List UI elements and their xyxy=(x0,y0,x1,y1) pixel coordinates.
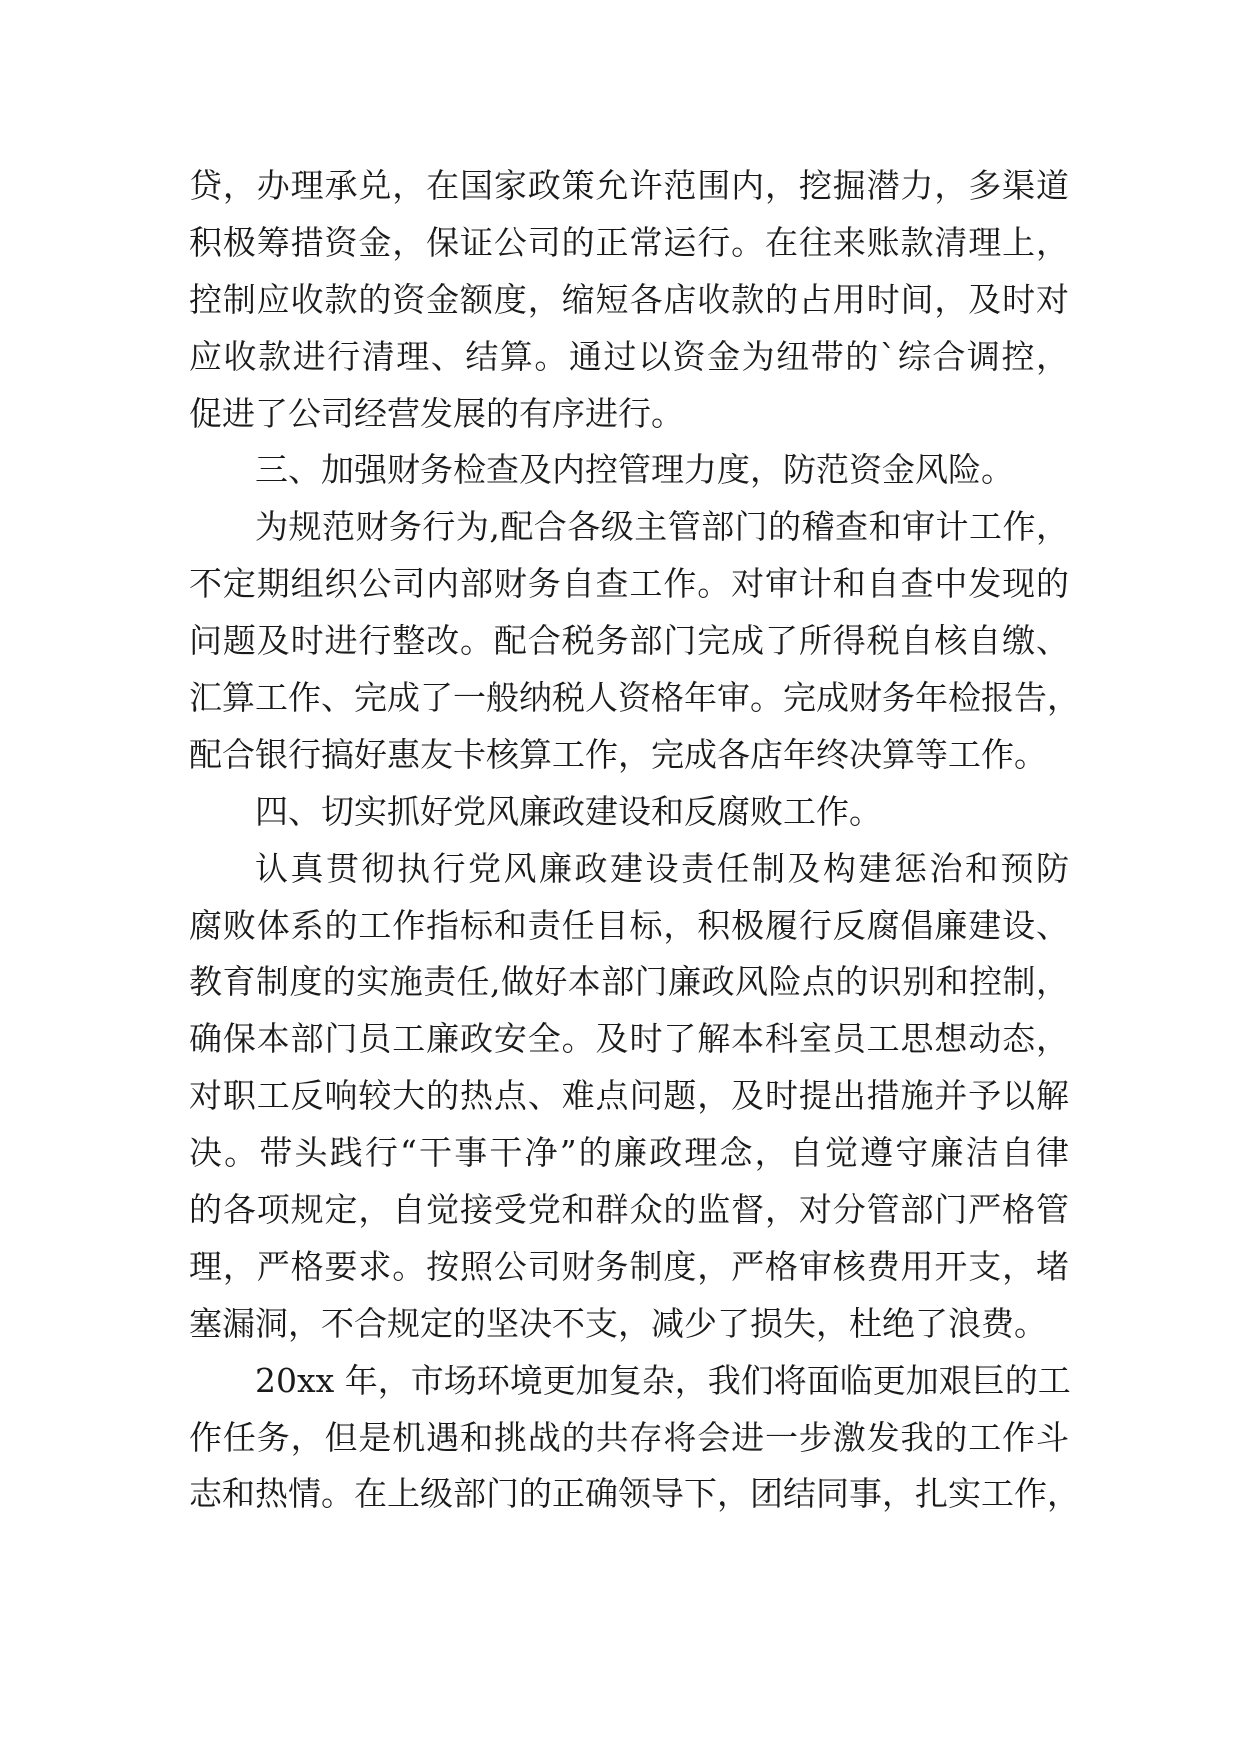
text-line: 三、加强财务检查及内控管理力度，防范资金风险。 xyxy=(255,450,1014,490)
text-line: 决。带头践行“干事干净”的廉政理念，自觉遵守廉洁自律 xyxy=(189,1133,1069,1173)
text-line: 确保本部门员工廉政安全。及时了解本科室员工思想动态， xyxy=(189,1019,1069,1059)
text-line: 配合银行搞好惠友卡核算工作，完成各店年终决算等工作。 xyxy=(189,734,1047,774)
text-line: 理，严格要求。按照公司财务制度，严格审核费用开支，堵 xyxy=(189,1246,1069,1286)
text-line: 贷，办理承兑，在国家政策允许范围内，挖掘潜力，多渠道 xyxy=(189,166,1069,205)
text-line: 控制应收款的资金额度，缩短各店收款的占用时间，及时对 xyxy=(189,279,1069,319)
text-line: 积极筹措资金，保证公司的正常运行。在往来账款清理上， xyxy=(189,222,1069,262)
text-line: 为规范财务行为,配合各级主管部门的稽查和审计工作， xyxy=(255,507,1069,547)
text-line: 汇算工作、完成了一般纳税人资格年审。完成财务年检报告， xyxy=(189,678,1080,718)
text-line: 四、切实抓好党风廉政建设和反腐败工作。 xyxy=(255,791,882,831)
text-line: 的各项规定，自觉接受党和群众的监督，对分管部门严格管 xyxy=(189,1190,1069,1230)
text-line: 促进了公司经营发展的有序进行。 xyxy=(189,393,684,433)
text-line: 应收款进行清理、结算。通过以资金为纽带的`综合调控， xyxy=(189,336,1069,376)
text-line: 不定期组织公司内部财务自查工作。对审计和自查中发现的 xyxy=(189,564,1069,604)
text-line: 教育制度的实施责任,做好本部门廉政风险点的识别和控制， xyxy=(189,962,1069,1002)
text-line: 作任务，但是机遇和挑战的共存将会进一步激发我的工作斗 xyxy=(189,1417,1069,1457)
text-line: 问题及时进行整改。配合税务部门完成了所得税自核自缴、 xyxy=(189,621,1069,661)
text-line: 腐败体系的工作指标和责任目标，积极履行反腐倡廉建设、 xyxy=(189,905,1069,945)
text-line: 20xx 年，市场环境更加复杂，我们将面临更加艰巨的工 xyxy=(255,1360,1071,1400)
text-line: 对职工反响较大的热点、难点问题，及时提出措施并予以解 xyxy=(189,1076,1069,1116)
text-line: 认真贯彻执行党风廉政建设责任制及构建惩治和预防 xyxy=(255,848,1069,888)
body-text xyxy=(189,158,1080,1523)
text-line: 塞漏洞，不合规定的坚决不支，减少了损失，杜绝了浪费。 xyxy=(189,1303,1047,1343)
text-line: 志和热情。在上级部门的正确领导下，团结同事，扎实工作， xyxy=(189,1474,1080,1514)
